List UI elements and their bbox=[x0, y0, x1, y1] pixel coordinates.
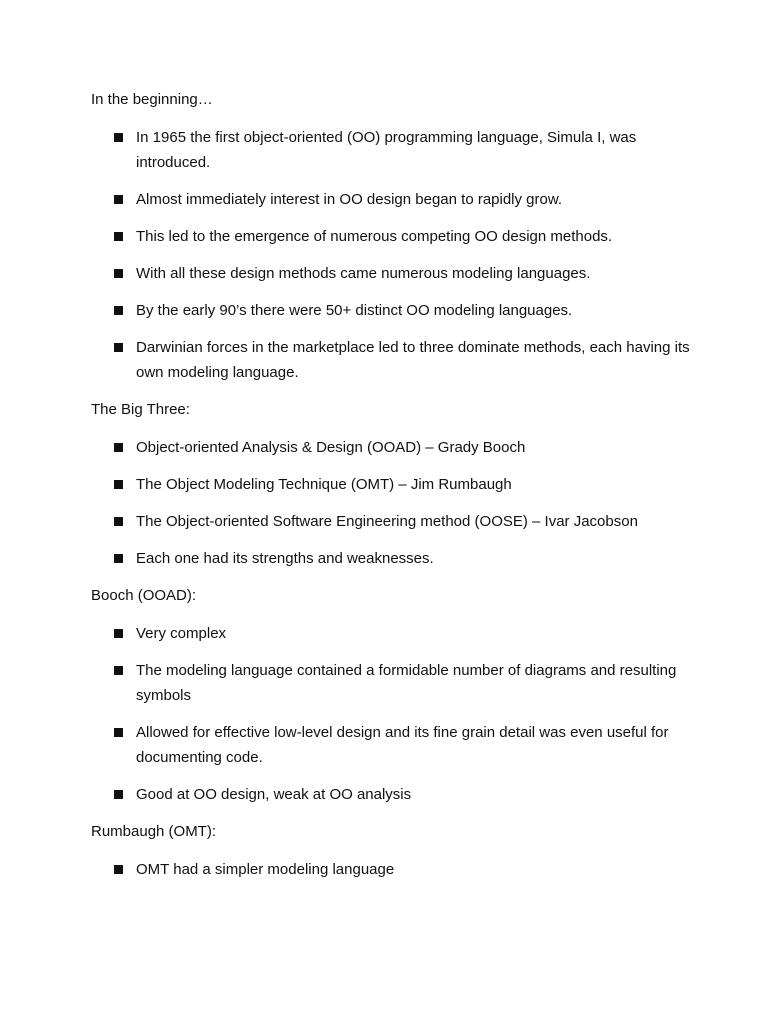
square-bullet-icon bbox=[114, 195, 123, 204]
square-bullet-icon bbox=[114, 232, 123, 241]
section-big-three bbox=[91, 400, 691, 571]
list-item bbox=[91, 335, 691, 385]
list-item-text: Good at OO design, weak at OO analysis bbox=[136, 786, 412, 803]
list-item-text: OMT had a simpler modeling language bbox=[136, 861, 395, 878]
list-item bbox=[91, 658, 691, 708]
square-bullet-icon bbox=[114, 517, 123, 526]
square-bullet-icon bbox=[114, 480, 123, 489]
bullet-list bbox=[91, 857, 691, 882]
square-bullet-icon bbox=[114, 443, 123, 452]
list-item bbox=[91, 298, 691, 323]
square-bullet-icon bbox=[114, 343, 123, 352]
list-item-text: Darwinian forces in the marketplace led to three dominate methods, each having its own modeling language. bbox=[136, 339, 690, 381]
square-bullet-icon bbox=[114, 269, 123, 278]
list-item bbox=[91, 782, 691, 807]
list-item-text: This led to the emergence of numerous competing OO design methods. bbox=[136, 228, 613, 245]
bullet-list bbox=[91, 125, 691, 385]
list-item-text: The Object-oriented Software Engineering method (OOSE) – Ivar Jacobson bbox=[136, 513, 638, 530]
section-heading: Booch (OOAD): bbox=[91, 587, 197, 604]
list-item-text: By the early 90’s there were 50+ distinct OO modeling languages. bbox=[136, 302, 573, 319]
list-item bbox=[91, 472, 691, 497]
list-item-text: With all these design methods came numerous modeling languages. bbox=[136, 265, 591, 282]
square-bullet-icon bbox=[114, 306, 123, 315]
list-item-text: Very complex bbox=[136, 625, 227, 642]
section-heading: The Big Three: bbox=[91, 401, 190, 418]
square-bullet-icon bbox=[114, 133, 123, 142]
list-item bbox=[91, 720, 691, 770]
list-item bbox=[91, 187, 691, 212]
square-bullet-icon bbox=[114, 728, 123, 737]
list-item-text: The Object Modeling Technique (OMT) – Jim Rumbaugh bbox=[136, 476, 512, 493]
list-item-text: In 1965 the first object-oriented (OO) programming language, Simula I, was introduced. bbox=[136, 129, 637, 171]
list-item-text: The modeling language contained a formidable number of diagrams and resulting symbols bbox=[136, 662, 677, 704]
list-item bbox=[91, 261, 691, 286]
section-booch bbox=[91, 586, 691, 807]
list-item-text: Allowed for effective low-level design and its fine grain detail was even useful for documenting code. bbox=[136, 724, 669, 766]
section-heading: In the beginning… bbox=[91, 91, 213, 108]
square-bullet-icon bbox=[114, 629, 123, 638]
square-bullet-icon bbox=[114, 865, 123, 874]
document-body bbox=[91, 90, 691, 897]
section-rumbaugh bbox=[91, 822, 691, 882]
list-item bbox=[91, 435, 691, 460]
list-item-text: Each one had its strengths and weaknesses. bbox=[136, 550, 434, 567]
square-bullet-icon bbox=[114, 666, 123, 675]
list-item bbox=[91, 621, 691, 646]
list-item-text: Almost immediately interest in OO design began to rapidly grow. bbox=[136, 191, 563, 208]
bullet-list bbox=[91, 435, 691, 571]
bullet-list bbox=[91, 621, 691, 807]
list-item bbox=[91, 224, 691, 249]
list-item bbox=[91, 857, 691, 882]
list-item bbox=[91, 509, 691, 534]
list-item-text: Object-oriented Analysis & Design (OOAD) – Grady Booch bbox=[136, 439, 526, 456]
square-bullet-icon bbox=[114, 554, 123, 563]
list-item bbox=[91, 546, 691, 571]
square-bullet-icon bbox=[114, 790, 123, 799]
section-in-the-beginning bbox=[91, 90, 691, 385]
section-heading: Rumbaugh (OMT): bbox=[91, 823, 217, 840]
list-item bbox=[91, 125, 691, 175]
